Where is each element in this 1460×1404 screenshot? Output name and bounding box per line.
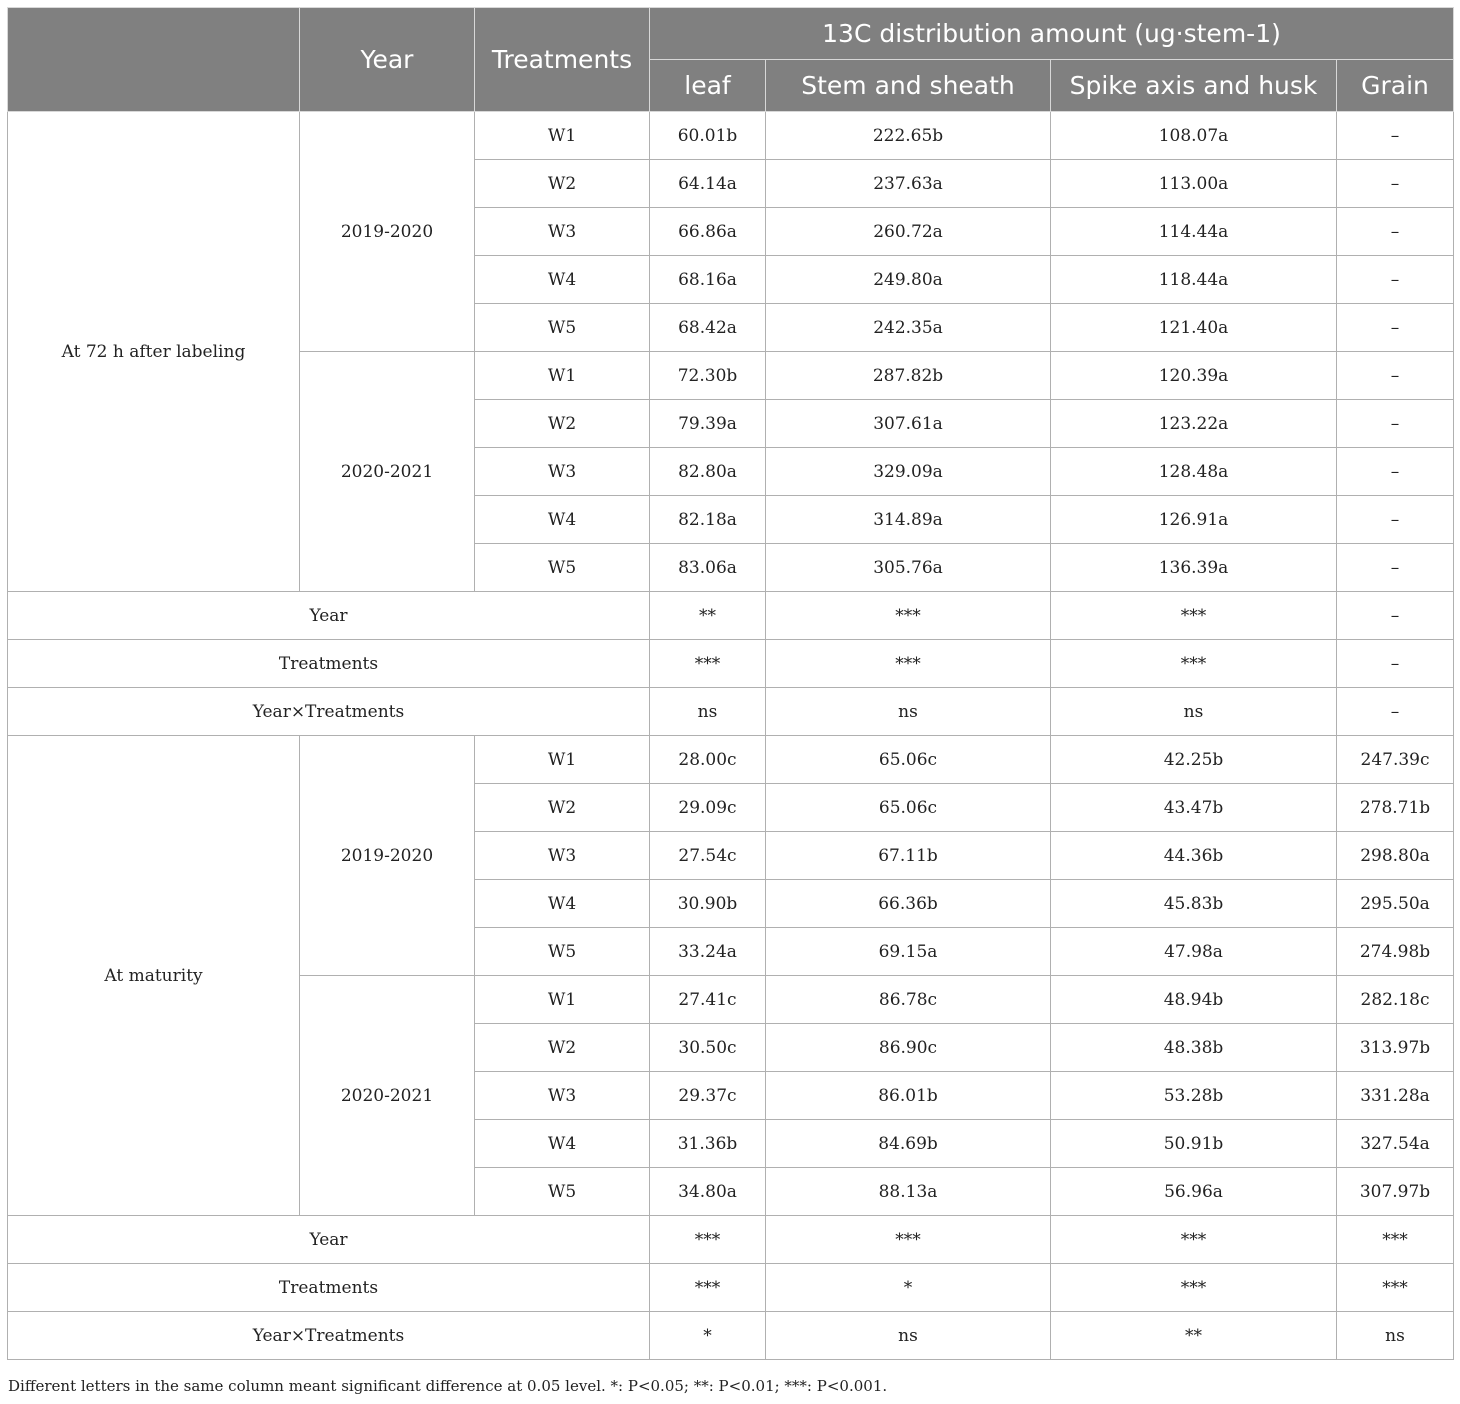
stats-row: [8, 1216, 1454, 1264]
value-leaf: 30.90b: [650, 880, 766, 928]
value-leaf: 66.86a: [650, 208, 766, 256]
stats-spike-husk: ***: [1051, 640, 1337, 688]
treatment-label: W4: [475, 1120, 650, 1168]
value-stem-sheath: 66.36b: [766, 880, 1051, 928]
value-spike-husk: 120.39a: [1051, 352, 1337, 400]
value-leaf: 83.06a: [650, 544, 766, 592]
value-leaf: 79.39a: [650, 400, 766, 448]
value-spike-husk: 42.25b: [1051, 736, 1337, 784]
treatment-label: W5: [475, 544, 650, 592]
value-leaf: 29.09c: [650, 784, 766, 832]
stats-label: Treatments: [8, 640, 650, 688]
stats-spike-husk: ns: [1051, 688, 1337, 736]
header-blank-cell: [8, 8, 300, 112]
value-stem-sheath: 287.82b: [766, 352, 1051, 400]
year-label: 2019-2020: [300, 736, 475, 976]
treatment-label: W3: [475, 1072, 650, 1120]
distribution-table: [7, 7, 1454, 1360]
stats-leaf: ***: [650, 1264, 766, 1312]
value-stem-sheath: 65.06c: [766, 736, 1051, 784]
value-leaf: 28.00c: [650, 736, 766, 784]
value-spike-husk: 48.94b: [1051, 976, 1337, 1024]
value-spike-husk: 43.47b: [1051, 784, 1337, 832]
treatment-label: W3: [475, 208, 650, 256]
value-grain: 295.50a: [1337, 880, 1454, 928]
treatment-label: W1: [475, 976, 650, 1024]
value-stem-sheath: 69.15a: [766, 928, 1051, 976]
value-leaf: 31.36b: [650, 1120, 766, 1168]
header-year: Year: [300, 8, 475, 112]
treatment-label: W4: [475, 880, 650, 928]
value-grain: 278.71b: [1337, 784, 1454, 832]
stats-stem-sheath: ns: [766, 688, 1051, 736]
value-leaf: 34.80a: [650, 1168, 766, 1216]
stats-label: Year×Treatments: [8, 688, 650, 736]
stats-leaf: ns: [650, 688, 766, 736]
stats-grain: –: [1337, 592, 1454, 640]
value-leaf: 68.42a: [650, 304, 766, 352]
value-leaf: 68.16a: [650, 256, 766, 304]
value-grain: 313.97b: [1337, 1024, 1454, 1072]
value-leaf: 33.24a: [650, 928, 766, 976]
value-grain: –: [1337, 352, 1454, 400]
value-stem-sheath: 222.65b: [766, 112, 1051, 160]
value-spike-husk: 118.44a: [1051, 256, 1337, 304]
treatment-label: W5: [475, 928, 650, 976]
stats-leaf: *: [650, 1312, 766, 1360]
header-col-spike-husk: Spike axis and husk: [1051, 60, 1337, 112]
stage-label: At maturity: [8, 736, 300, 1216]
value-grain: –: [1337, 208, 1454, 256]
value-spike-husk: 123.22a: [1051, 400, 1337, 448]
value-grain: 327.54a: [1337, 1120, 1454, 1168]
value-spike-husk: 126.91a: [1051, 496, 1337, 544]
treatment-label: W5: [475, 304, 650, 352]
header-row-top: [8, 8, 1454, 60]
table-body: [8, 112, 1454, 1360]
value-leaf: 27.41c: [650, 976, 766, 1024]
stats-grain: ***: [1337, 1216, 1454, 1264]
treatment-label: W1: [475, 352, 650, 400]
treatment-label: W2: [475, 1024, 650, 1072]
value-stem-sheath: 305.76a: [766, 544, 1051, 592]
stats-stem-sheath: *: [766, 1264, 1051, 1312]
header-treatments: Treatments: [475, 8, 650, 112]
value-grain: –: [1337, 448, 1454, 496]
treatment-label: W5: [475, 1168, 650, 1216]
value-spike-husk: 44.36b: [1051, 832, 1337, 880]
stats-spike-husk: ***: [1051, 1264, 1337, 1312]
value-grain: –: [1337, 160, 1454, 208]
value-stem-sheath: 84.69b: [766, 1120, 1051, 1168]
stage-label: At 72 h after labeling: [8, 112, 300, 592]
stats-row: [8, 688, 1454, 736]
value-grain: –: [1337, 112, 1454, 160]
stats-grain: ns: [1337, 1312, 1454, 1360]
stats-spike-husk: ***: [1051, 592, 1337, 640]
stats-stem-sheath: ***: [766, 592, 1051, 640]
stats-row: [8, 1312, 1454, 1360]
value-stem-sheath: 314.89a: [766, 496, 1051, 544]
value-stem-sheath: 329.09a: [766, 448, 1051, 496]
stats-grain: ***: [1337, 1264, 1454, 1312]
value-stem-sheath: 237.63a: [766, 160, 1051, 208]
value-grain: –: [1337, 544, 1454, 592]
stats-label: Year×Treatments: [8, 1312, 650, 1360]
value-spike-husk: 48.38b: [1051, 1024, 1337, 1072]
value-grain: 274.98b: [1337, 928, 1454, 976]
stats-leaf: ***: [650, 640, 766, 688]
value-grain: 307.97b: [1337, 1168, 1454, 1216]
value-spike-husk: 47.98a: [1051, 928, 1337, 976]
value-leaf: 82.80a: [650, 448, 766, 496]
value-leaf: 30.50c: [650, 1024, 766, 1072]
treatment-label: W2: [475, 160, 650, 208]
year-label: 2020-2021: [300, 352, 475, 592]
value-stem-sheath: 242.35a: [766, 304, 1051, 352]
value-grain: –: [1337, 496, 1454, 544]
value-grain: 331.28a: [1337, 1072, 1454, 1120]
header-col-leaf: leaf: [650, 60, 766, 112]
value-stem-sheath: 86.78c: [766, 976, 1051, 1024]
value-stem-sheath: 86.01b: [766, 1072, 1051, 1120]
stats-row: [8, 640, 1454, 688]
treatment-label: W3: [475, 448, 650, 496]
table-header: [8, 8, 1454, 112]
header-group-title: 13C distribution amount (ug·stem-1): [650, 8, 1454, 60]
stats-spike-husk: **: [1051, 1312, 1337, 1360]
treatment-label: W2: [475, 400, 650, 448]
stats-label: Year: [8, 592, 650, 640]
value-stem-sheath: 307.61a: [766, 400, 1051, 448]
stats-leaf: ***: [650, 1216, 766, 1264]
year-label: 2020-2021: [300, 976, 475, 1216]
stats-label: Treatments: [8, 1264, 650, 1312]
treatment-label: W4: [475, 256, 650, 304]
value-stem-sheath: 67.11b: [766, 832, 1051, 880]
treatment-label: W4: [475, 496, 650, 544]
stats-row: [8, 592, 1454, 640]
value-leaf: 29.37c: [650, 1072, 766, 1120]
header-col-stem-sheath: Stem and sheath: [766, 60, 1051, 112]
value-grain: 298.80a: [1337, 832, 1454, 880]
value-spike-husk: 136.39a: [1051, 544, 1337, 592]
value-leaf: 72.30b: [650, 352, 766, 400]
stats-row: [8, 1264, 1454, 1312]
value-spike-husk: 121.40a: [1051, 304, 1337, 352]
value-spike-husk: 56.96a: [1051, 1168, 1337, 1216]
value-grain: –: [1337, 256, 1454, 304]
value-spike-husk: 53.28b: [1051, 1072, 1337, 1120]
value-leaf: 64.14a: [650, 160, 766, 208]
value-stem-sheath: 249.80a: [766, 256, 1051, 304]
value-spike-husk: 45.83b: [1051, 880, 1337, 928]
value-stem-sheath: 65.06c: [766, 784, 1051, 832]
value-grain: 247.39c: [1337, 736, 1454, 784]
stats-spike-husk: ***: [1051, 1216, 1337, 1264]
treatment-label: W3: [475, 832, 650, 880]
value-grain: –: [1337, 400, 1454, 448]
year-label: 2019-2020: [300, 112, 475, 352]
stats-stem-sheath: ns: [766, 1312, 1051, 1360]
value-leaf: 27.54c: [650, 832, 766, 880]
treatment-label: W2: [475, 784, 650, 832]
value-stem-sheath: 86.90c: [766, 1024, 1051, 1072]
treatment-label: W1: [475, 736, 650, 784]
treatment-label: W1: [475, 112, 650, 160]
stats-grain: –: [1337, 688, 1454, 736]
value-grain: –: [1337, 304, 1454, 352]
table-footnote: Different letters in the same column meant significant difference at 0.05 level. *: P<0.05; **: P<0.01; ***: P<0.001.: [8, 1377, 888, 1395]
table-row: [8, 736, 1454, 784]
stats-leaf: **: [650, 592, 766, 640]
stats-stem-sheath: ***: [766, 640, 1051, 688]
value-spike-husk: 114.44a: [1051, 208, 1337, 256]
value-stem-sheath: 88.13a: [766, 1168, 1051, 1216]
value-leaf: 82.18a: [650, 496, 766, 544]
stats-label: Year: [8, 1216, 650, 1264]
value-grain: 282.18c: [1337, 976, 1454, 1024]
value-spike-husk: 108.07a: [1051, 112, 1337, 160]
value-spike-husk: 50.91b: [1051, 1120, 1337, 1168]
table-row: [8, 112, 1454, 160]
header-col-grain: Grain: [1337, 60, 1454, 112]
value-leaf: 60.01b: [650, 112, 766, 160]
value-spike-husk: 113.00a: [1051, 160, 1337, 208]
stats-stem-sheath: ***: [766, 1216, 1051, 1264]
value-stem-sheath: 260.72a: [766, 208, 1051, 256]
value-spike-husk: 128.48a: [1051, 448, 1337, 496]
stats-grain: –: [1337, 640, 1454, 688]
